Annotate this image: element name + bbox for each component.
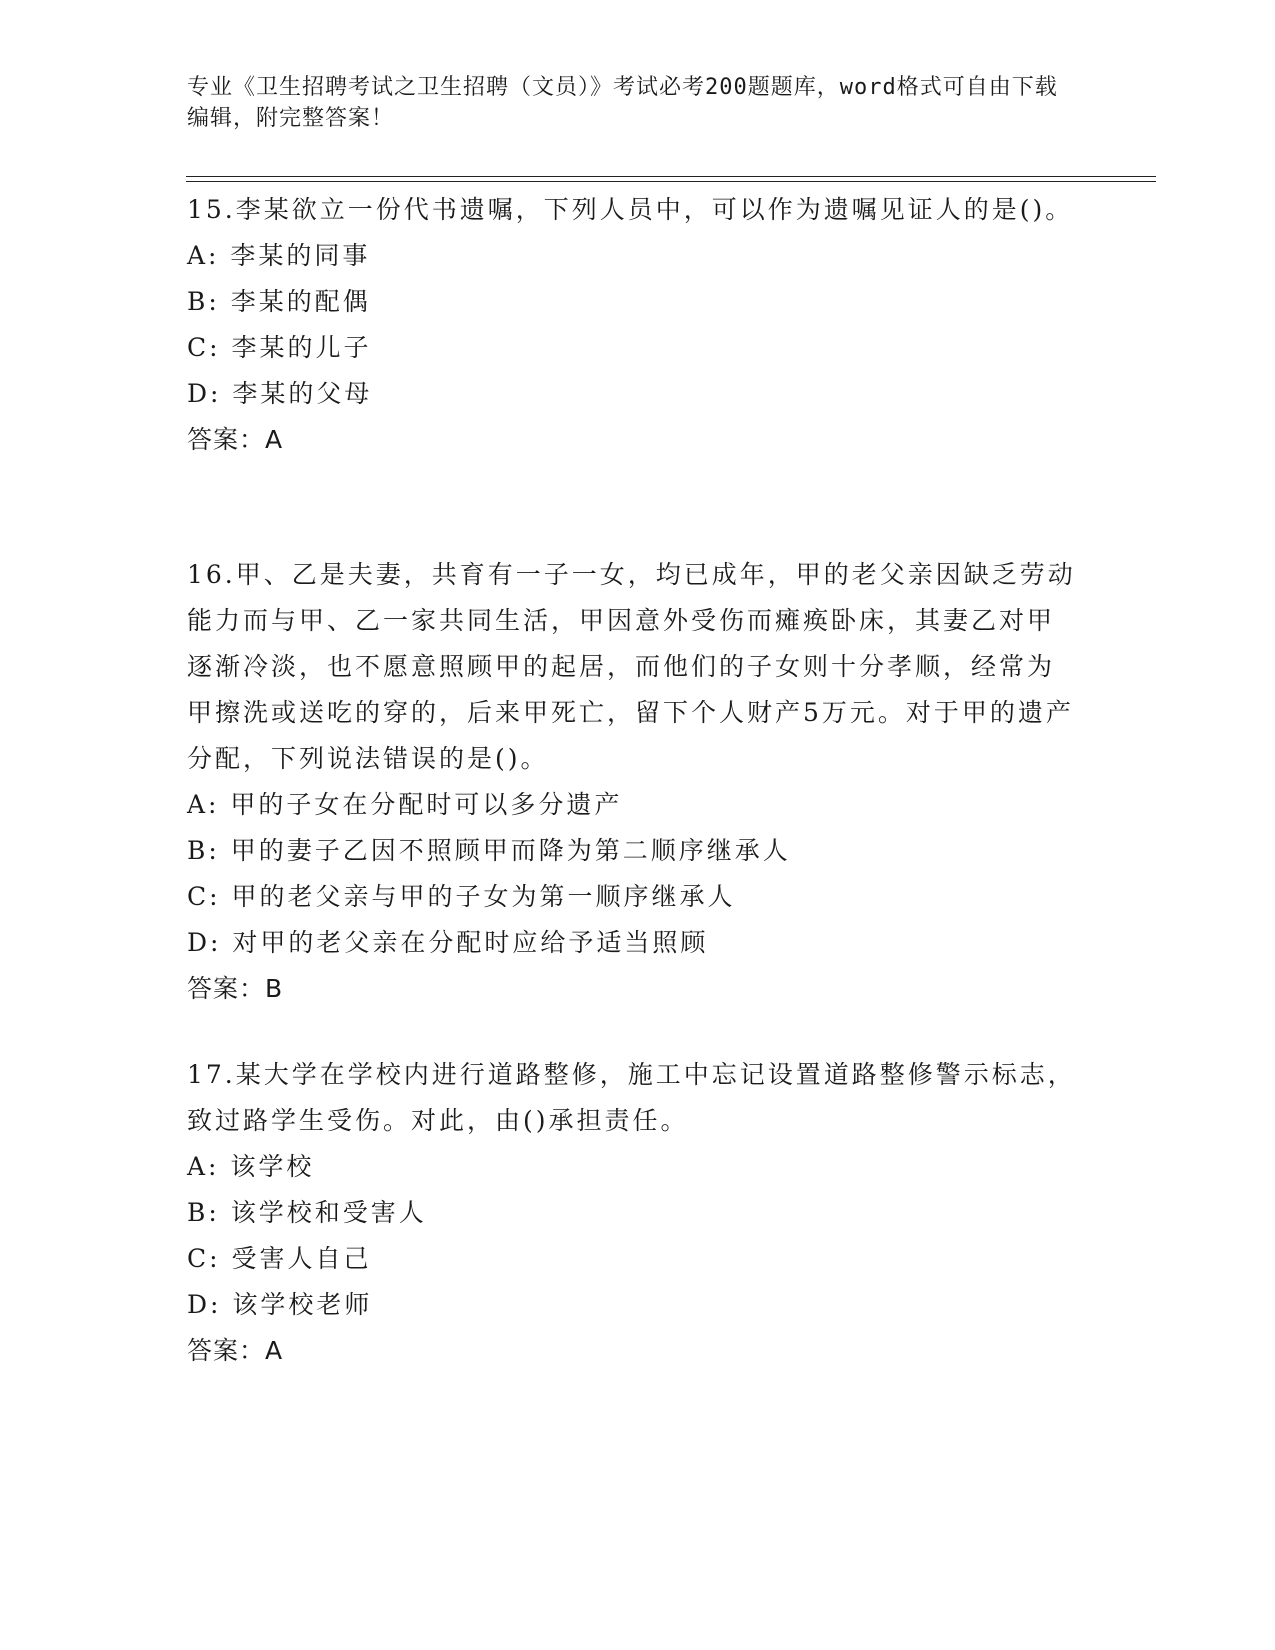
option-c: C: 受害人自己	[187, 1244, 372, 1273]
answer: 答案：B	[187, 974, 284, 1003]
question-15	[187, 187, 1077, 463]
question-text: 17.某大学在学校内进行道路整修，施工中忘记设置道路整修警示标志，致过路学生受伤。对此，由()承担责任。	[187, 1060, 1076, 1135]
question-16	[187, 552, 1077, 1012]
option-d: D: 该学校老师	[187, 1290, 373, 1319]
question-17	[187, 1052, 1077, 1374]
option-b: B: 李某的配偶	[187, 287, 371, 316]
option-a: A: 该学校	[187, 1152, 315, 1181]
option-b: B: 甲的妻子乙因不照顾甲而降为第二顺序继承人	[187, 836, 791, 865]
header-divider-top	[186, 176, 1156, 177]
option-d: D: 李某的父母	[187, 379, 373, 408]
option-c: C: 李某的儿子	[187, 333, 372, 362]
option-a: A: 李某的同事	[187, 241, 371, 270]
option-d: D: 对甲的老父亲在分配时应给予适当照顾	[187, 928, 709, 957]
question-text: 15.李某欲立一份代书遗嘱，下列人员中，可以作为遗嘱见证人的是()。	[187, 195, 1074, 224]
answer: 答案：A	[187, 425, 284, 454]
option-c: C: 甲的老父亲与甲的子女为第一顺序继承人	[187, 882, 736, 911]
question-text: 16.甲、乙是夫妻，共育有一子一女，均已成年，甲的老父亲因缺乏劳动能力而与甲、乙一家共同生活，甲因意外受伤而瘫痪卧床，其妻乙对甲逐渐冷淡，也不愿意照顾甲的起居，而他们的子女则十分孝顺，经常为甲擦洗或送吃的穿的，后来甲死亡，留下个人财产5万元。对于甲的遗产分配，下列说法错误的是()。	[187, 560, 1076, 773]
answer: 答案：A	[187, 1336, 284, 1365]
document-header: 专业《卫生招聘考试之卫生招聘（文员）》考试必考200题题库，word格式可自由下载编辑，附完整答案！	[187, 75, 1058, 131]
option-a: A: 甲的子女在分配时可以多分遗产	[187, 790, 623, 819]
header-divider-bottom	[186, 181, 1156, 182]
option-b: B: 该学校和受害人	[187, 1198, 427, 1227]
